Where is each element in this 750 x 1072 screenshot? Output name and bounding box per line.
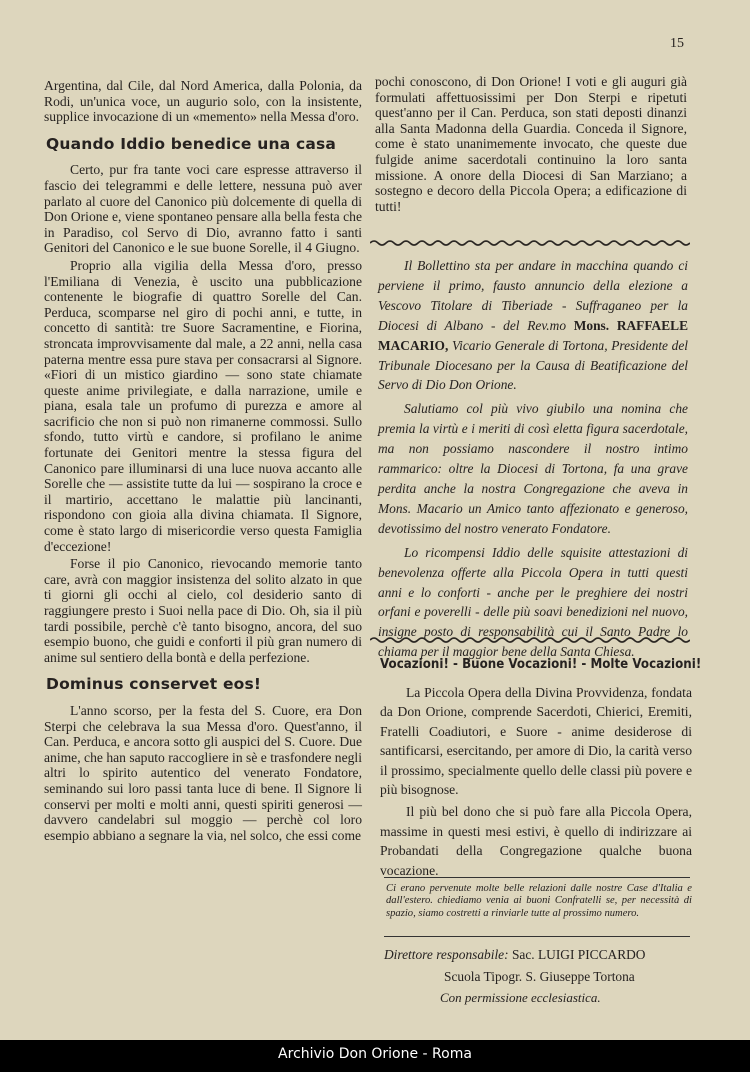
paragraph: Il più bel dono che si può fare alla Piccola Opera, massime in questi mesi estivi, è quello di indirizzare ai Probandati della Congregazione qualche buona vocazione. xyxy=(380,804,692,878)
archive-footer xyxy=(0,1040,750,1072)
ecclesiastical-permission: Con permissione ecclesiastica. xyxy=(440,990,601,1005)
intro-paragraph: Argentina, dal Cile, dal Nord America, dalla Polonia, da Rodi, un'unica voce, un augurio solo, con la insistente, supplice invocazione di un «memento» nella Messa d'oro. xyxy=(44,78,362,125)
notice-text: Il Bollettino sta per andare in macchina quando ci perviene il primo, fausto annuncio della elezione a Vescovo Titolare di Tiberiade - Suffraganeo per la Diocesi di Albano - del Rev.mo xyxy=(378,258,688,333)
notice-text: Vicario Generale di Tortona, Presidente del Tribunale Diocesano per la Causa di Beatificazione del Servo di Dio Don Orione. xyxy=(378,337,688,393)
wavy-divider xyxy=(370,239,690,247)
archive-caption: Archivio Don Orione - Roma xyxy=(278,1046,472,1062)
printer-line: Scuola Tipogr. S. Giuseppe Tortona xyxy=(444,969,635,984)
section-heading-dominus: Dominus conservet eos! xyxy=(46,675,262,694)
wavy-divider xyxy=(370,636,690,644)
notice-paragraph: Lo ricompensi Iddio delle squisite attestazioni di benevolenza offerte alla Piccola Opera in tutti questi anni e lo conforti - anche per le preghiere dei nostri orfani e poverelli - delle più soavi benedizioni nel nuovo, insigne posto di responsabilità cui il Santo Padre lo chiama per il maggior bene della Santa Chiesa. xyxy=(378,544,688,660)
page-number: 15 xyxy=(670,36,684,51)
director-name: Sac. LUIGI PICCARDO xyxy=(511,947,646,962)
bishop-name: Mons. RAFFAELE MACARIO, xyxy=(378,317,689,353)
notice-paragraph: Salutiamo col più vivo giubilo una nomina che premia la virtù e i meriti di così eletta figura sacerdotale, ma non possiamo nascondere il nostro intimo rammarico: oltre la Diocesi di Tortona, fa una grave perdita anche la nostra Congregazione che aveva in Mons. Macario un Amico tanto affezionato e generoso, devotissimo del nostro venerato Fondatore. xyxy=(378,401,688,536)
vocazioni-heading: Vocazioni! - Buone Vocazioni! - Molte Vocazioni! xyxy=(380,656,702,672)
director-line xyxy=(384,944,694,966)
notice-paragraph xyxy=(378,256,688,395)
vocazioni-text xyxy=(380,683,692,883)
director-label: Direttore responsabile: xyxy=(384,947,509,962)
paragraph: L'anno scorso, per la festa del S. Cuore, era Don Sterpi che celebrava la sua Messa d'oro. Quest'anno, il Can. Perduca, e ancora sotto gli auspici del S. Cuore. Due anime, che han saputo raccogliere in sè e trasfondere negli altri lo spirito autentico del venerato Fondatore, seminando sui loro passi tanta luce di bene. Il Signore li conservi per molti e molti anni, questi spiriti generosi — davvero candelabri sul moggio — perchè col loro esempio abbiano a segnare la via, nel solco, che essi come xyxy=(44,702,362,843)
divider-line xyxy=(384,877,690,878)
paragraph: La Piccola Opera della Divina Provvidenza, fondata da Don Orione, comprende Sacerdoti, Chierici, Eremiti, Fratelli Coadiutori, e Suore - anime desiderose di santificarsi, esercitando, per amore di Dio, la carità verso il prossimo, specialmente quello delle classi più povere e più bisognose. xyxy=(380,685,692,798)
masthead-credits xyxy=(384,944,694,988)
editor-note: Ci erano pervenute molte belle relazioni dalle nostre Case d'Italia e dall'estero. chiediamo venia ai buoni Confratelli se, per necessità di spazio, siamo costretti a rinviarle tutte al prossimo numero. xyxy=(386,883,692,919)
notice-macario xyxy=(378,256,688,666)
paragraph: Forse il pio Canonico, rievocando memorie tanto care, avrà con maggior insistenza del solito alzato in que ti giorni gli occhi al cielo, col desiderio santo di raggiungere presto i Suoi nella pace di Dio. Oh, sia il più tardi possibile, perchè c'è tanto bisogno, ancora, del suo esempio buono, che guidi e conforti il più gran numero di anime sul sentiero della bontà e della perfezione. xyxy=(44,556,362,665)
right-column-continuation: pochi conoscono, di Don Orione! I voti e gli auguri già formulati affettuosissimi per Don Sterpi e ripetuti quest'anno per il Can. Perduca, son stati deposti dinanzi alla Santa Madonna della Guardia. Conceda il Signore, come è stato unanimemente invocato, che queste due fulgide anime sacerdotali continuino la loro santa missione. A onore della Diocesi di San Marziano; a sostegno e decoro della Piccola Opera; a edificazione di tutti! xyxy=(375,74,687,214)
paragraph: Certo, pur fra tante voci care espresse attraverso il fascio dei telegrammi e delle lettere, nessuna può aver parlato al cuore del Canonico più dolcemente di quella di Don Orione e, viene spontaneo pensare alla bella festa che in Paradiso, col Servo di Dio, avranno fatto i santi Genitori del Canonico e le sue buone Sorelle, il 4 Giugno. xyxy=(44,162,362,256)
divider-line xyxy=(384,936,690,937)
section-heading-casa: Quando Iddio benedice una casa xyxy=(46,134,337,153)
left-column xyxy=(44,78,362,845)
paragraph: Proprio alla vigilia della Messa d'oro, presso l'Emiliana di Venezia, è uscito una pubblicazione contenente le biografie di quattro Sorelle del Can. Perduca, scomparse nel giro di pochi anni, e tutte, in concetto di santità: tre Suore Sacramentine, e Fiorina, stroncata improvvisamente dal male, a 22 anni, nella casa paterna mentre essa pure stava per consacrarsi al Signore. «Fiori di un mistico giardino — sono state chiamate queste anime privilegiate, e dalla narrazione, umile e piana, esala tale un profumo di purezza e amore al sacrificio che non si può non rimanerne commossi. Sullo sfondo, tutto virtù e candore, si profilano le anime fortunate dei Genitori mentre la stessa figura del Canonico pare illuminarsi di una luce nuova accanto alle Sorelle che — assistite tutte da lui — sospirano la croce e il martirio, accettano le malattie più lancinanti, rispondono con gioia alla divina chiamata. Il Signore, come è stato largo di misericordie verso questa Famiglia d'eccezione! xyxy=(44,257,362,554)
